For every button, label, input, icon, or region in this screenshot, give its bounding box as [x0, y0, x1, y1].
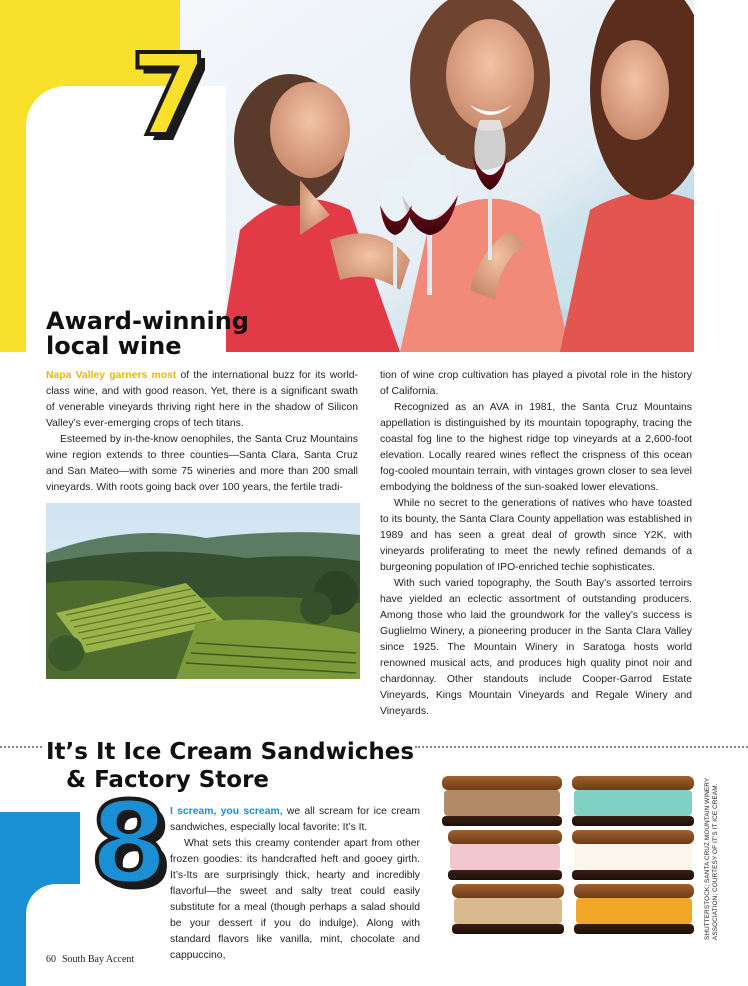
section7-column-left	[46, 368, 358, 496]
section8-column	[170, 804, 420, 964]
section7-column-right	[380, 368, 692, 720]
section8-paragraph-1	[170, 804, 420, 836]
section8-paragraph-1-text: we all scream for ice cream sandwiches, especially local favorite: It’s It.	[170, 806, 421, 833]
dotted-divider-right	[415, 746, 748, 748]
section7-paragraph-1	[46, 368, 358, 432]
section-number-8: 8	[90, 779, 168, 909]
section7-paragraph-3: tion of wine crop cultivation has played a pivotal role in the history of California.	[380, 370, 692, 397]
section7-paragraph-1-text: of the international buzz for its world-class wine, and with good reason. Yet, there is a significant swath of venerable vineyards thriving right here in the shadow of Silicon Valley’s ever-emerging crops of tech titans.	[46, 370, 358, 429]
vineyard-landscape-photo	[46, 503, 360, 679]
section8-paragraph-2: What sets this creamy contender apart from other frozen goodies: its handcrafted heft and gooey girth. It’s-Its are surprisingly thick, hearty and incredibly flavorful—the sweet and salty treat could easily substitute for a meal (though perhaps a salad should be your dessert if you do indulge). Along with standard flavors like vanilla, mint, chocolate and cappuccino,	[170, 838, 420, 961]
section8-lead-in: I scream, you scream,	[170, 806, 283, 817]
section7-paragraph-4: Recognized as an AVA in 1981, the Santa Cruz Mountains appellation is distinguished by its mountain topography, tracing the coastal fog line to the highest ridge top vineyards at a 2,600-foot elevation. Locally reared wines reflect the crispness of this ocean fog-cooled mountain terrain, with vintages grown closer to sea level embodying the boldness of the sun-soaked lower elevations.	[380, 402, 692, 493]
section7-headline	[46, 309, 376, 359]
section8-headline-line1: It’s It Ice Cream Sandwiches	[46, 739, 415, 765]
section8-headline-line2: & Factory Store	[66, 767, 270, 793]
photo-credits-line2: ASSOCIATION; COURTESY OF IT’S IT ICE CREAM.	[712, 783, 719, 940]
section7-paragraph-2: Esteemed by in-the-know oenophiles, the Santa Cruz Mountains wine region extends to three counties—Santa Clara, Santa Cruz and San Mateo—with some 75 wineries and more than 200 small vineyards. With roots going back over 100 years, the fertile tradi-	[46, 434, 358, 493]
section7-paragraph-6: With such varied topography, the South Bay’s assorted terroirs have yielded an eclectic assortment of outstanding producers. Among those who laid the groundwork for the valley’s success is Guglielmo Winery, a pioneering producer in the Santa Clara Valley since 1925. The Mountain Winery in Saratoga hosts world renowned musical acts, and produces high quality pinot noir and chardonnay. Other standouts include Cooper-Garrod Estate Vineyards, Kings Mountain Vineyards and Regale Winery and Vineyards.	[380, 578, 692, 717]
women-toasting-wine-photo	[180, 0, 694, 352]
section7-headline-line2: local wine	[46, 332, 182, 361]
section7-lead-in: Napa Valley garners most	[46, 370, 177, 381]
page-folio	[46, 954, 134, 965]
section7-paragraph-5: While no secret to the generations of natives who have toasted to its bounty, the Santa Clara County appellation was established in 1989 and has seen a great deal of growth since Y2K, with vineyards proliferating to meet the newly refined demands of a burgeoning population of IPO-enriched techie sophisticates.	[380, 498, 692, 573]
dotted-divider-left	[0, 746, 42, 748]
photo-credits	[704, 770, 720, 940]
magazine-name: South Bay Accent	[62, 954, 135, 965]
page-number: 60	[46, 954, 56, 965]
section7-headline-line1: Award-winning	[46, 307, 249, 335]
ice-cream-sandwiches-photo	[436, 772, 702, 940]
photo-credits-line1: SHUTTERSTOCK; SANTA CRUZ MOUNTAIN WINERY	[704, 777, 711, 940]
section-number-7: 7	[130, 31, 208, 161]
